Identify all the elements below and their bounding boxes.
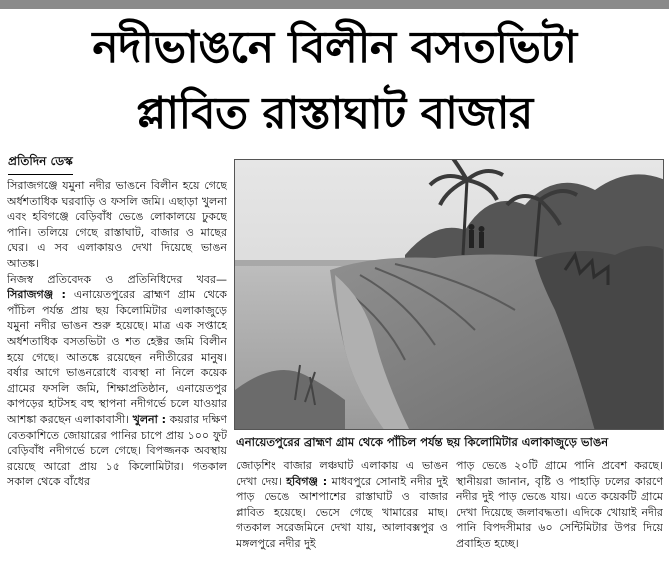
article-column-2 [236, 458, 448, 573]
paragraph-intro: সিরাজগঞ্জে যমুনা নদীর ভাঙনে বিলীন হয়ে গেছে অর্ধশতাধিক ঘরবাড়ি ও ফসলি জমি। এছাড়া খুলনা এবং হবিগঞ্জে বেড়িবাঁধ ভেঙে লোকালয়ে ঢুকছে পানি। তলিয়ে গেছে রাস্তাঘাট, বাজার ও মাছের ঘের। এ সব এলাকায়ও দেখা দিয়েছে ভাঙন আতঙ্ক। [7, 179, 227, 270]
dateline-habiganj: হবিগঞ্জ : [286, 474, 328, 488]
dateline-sirajganj: সিরাজগঞ্জ : [7, 288, 66, 302]
photo-caption: এনায়েতপুরের ব্রাহ্মণ গ্রাম থেকে পাঁচিল পর্যন্ত ছয় কিলোমিটার এলাকাজুড়ে ভাঙন [236, 435, 609, 449]
habiganj-text: মাধবপুরে সোনাই নদীর দুই পাড় ভেঙে আশপাশের রাস্তাঘাট ও বাজার প্লাবিত হয়েছে। ভেসে গেছে খামারের মাছ। গতকাল সরেজমিনে দেখা যায়, আলাবক্সপুর ও মঙ্গলপুরে নদীর দুই [236, 474, 448, 550]
article-column-1 [7, 178, 227, 573]
news-photo-river-erosion [234, 159, 664, 430]
khulna-text: কয়রার দক্ষিণ বেতকাশিতে জোয়ারের পানির চাপে প্রায় ১০০ ফুট বেড়িবাঁধ নদীগর্ভে চলে গেছে। বিপজ্জনক অবস্থায় রয়েছে আরো প্রায় ১৫ কিলোমিটার। গতকাল সকাল থেকে বাঁধের [7, 412, 227, 489]
article-column-3 [456, 458, 663, 573]
sirajganj-text: এনায়েতপুরের ব্রাহ্মণ গ্রাম থেকে পাঁচিল পর্যন্ত প্রায় ছয় কিলোমিটার এলাকাজুড়ে যমুনা নদীর ভাঙন শুরু হয়েছে। মাত্র এক সপ্তাহে অর্ধশতাধিক বসতভিটা ও শত হেক্টর জমি বিলীন হয়ে গেছে। আতঙ্কে রয়েছেন নদীতীরের মানুষ। বর্ষার আগে ভাঙনরোধে ব্যবস্থা না নিলে কয়েক গ্রামের ফসলি জমি, শিক্ষাপ্রতিষ্ঠান, এনায়েতপুর কাপড়ের হাটসহ বহু স্থাপনা নদীগর্ভে চলে যাওয়ার আশঙ্কা করছেন এলাকাবাসী। [7, 288, 227, 426]
headline-line-2: প্লাবিত রাস্তাঘাট বাজার [136, 88, 533, 139]
reporter-lead: নিজস্ব প্রতিবেদক ও প্রতিনিধিদের খবর— [7, 272, 227, 286]
dateline-khulna: খুলনা : [132, 412, 167, 426]
khulna-continued-text: জোড়শিং বাজার লঞ্চঘাট এলাকায় এ ভাঙন দেখা দেয়। [236, 459, 448, 488]
paragraph-habiganj [236, 458, 448, 552]
headline-line-1: নদীভাঙনে বিলীন বসতভিটা [92, 22, 577, 73]
paragraph-sirajganj [7, 272, 227, 490]
paragraph-continued: পাড় ভেঙে ২০টি গ্রামে পানি প্রবেশ করছে। স্থানীয়রা জানান, বৃষ্টি ও পাহাড়ি ঢলের কারণে নদীর দুই পাড় ভেঙে যায়। এতে কয়েকটি গ্রামে দেখা দিয়েছে জলাবদ্ধতা। এদিকে খোয়াই নদীর পানি বিপদসীমার ৬০ সেন্টিমিটার উপর দিয়ে প্রবাহিত হচ্ছে। [456, 459, 663, 550]
byline: প্রতিদিন ডেস্ক [8, 153, 73, 175]
top-rule [0, 0, 669, 9]
